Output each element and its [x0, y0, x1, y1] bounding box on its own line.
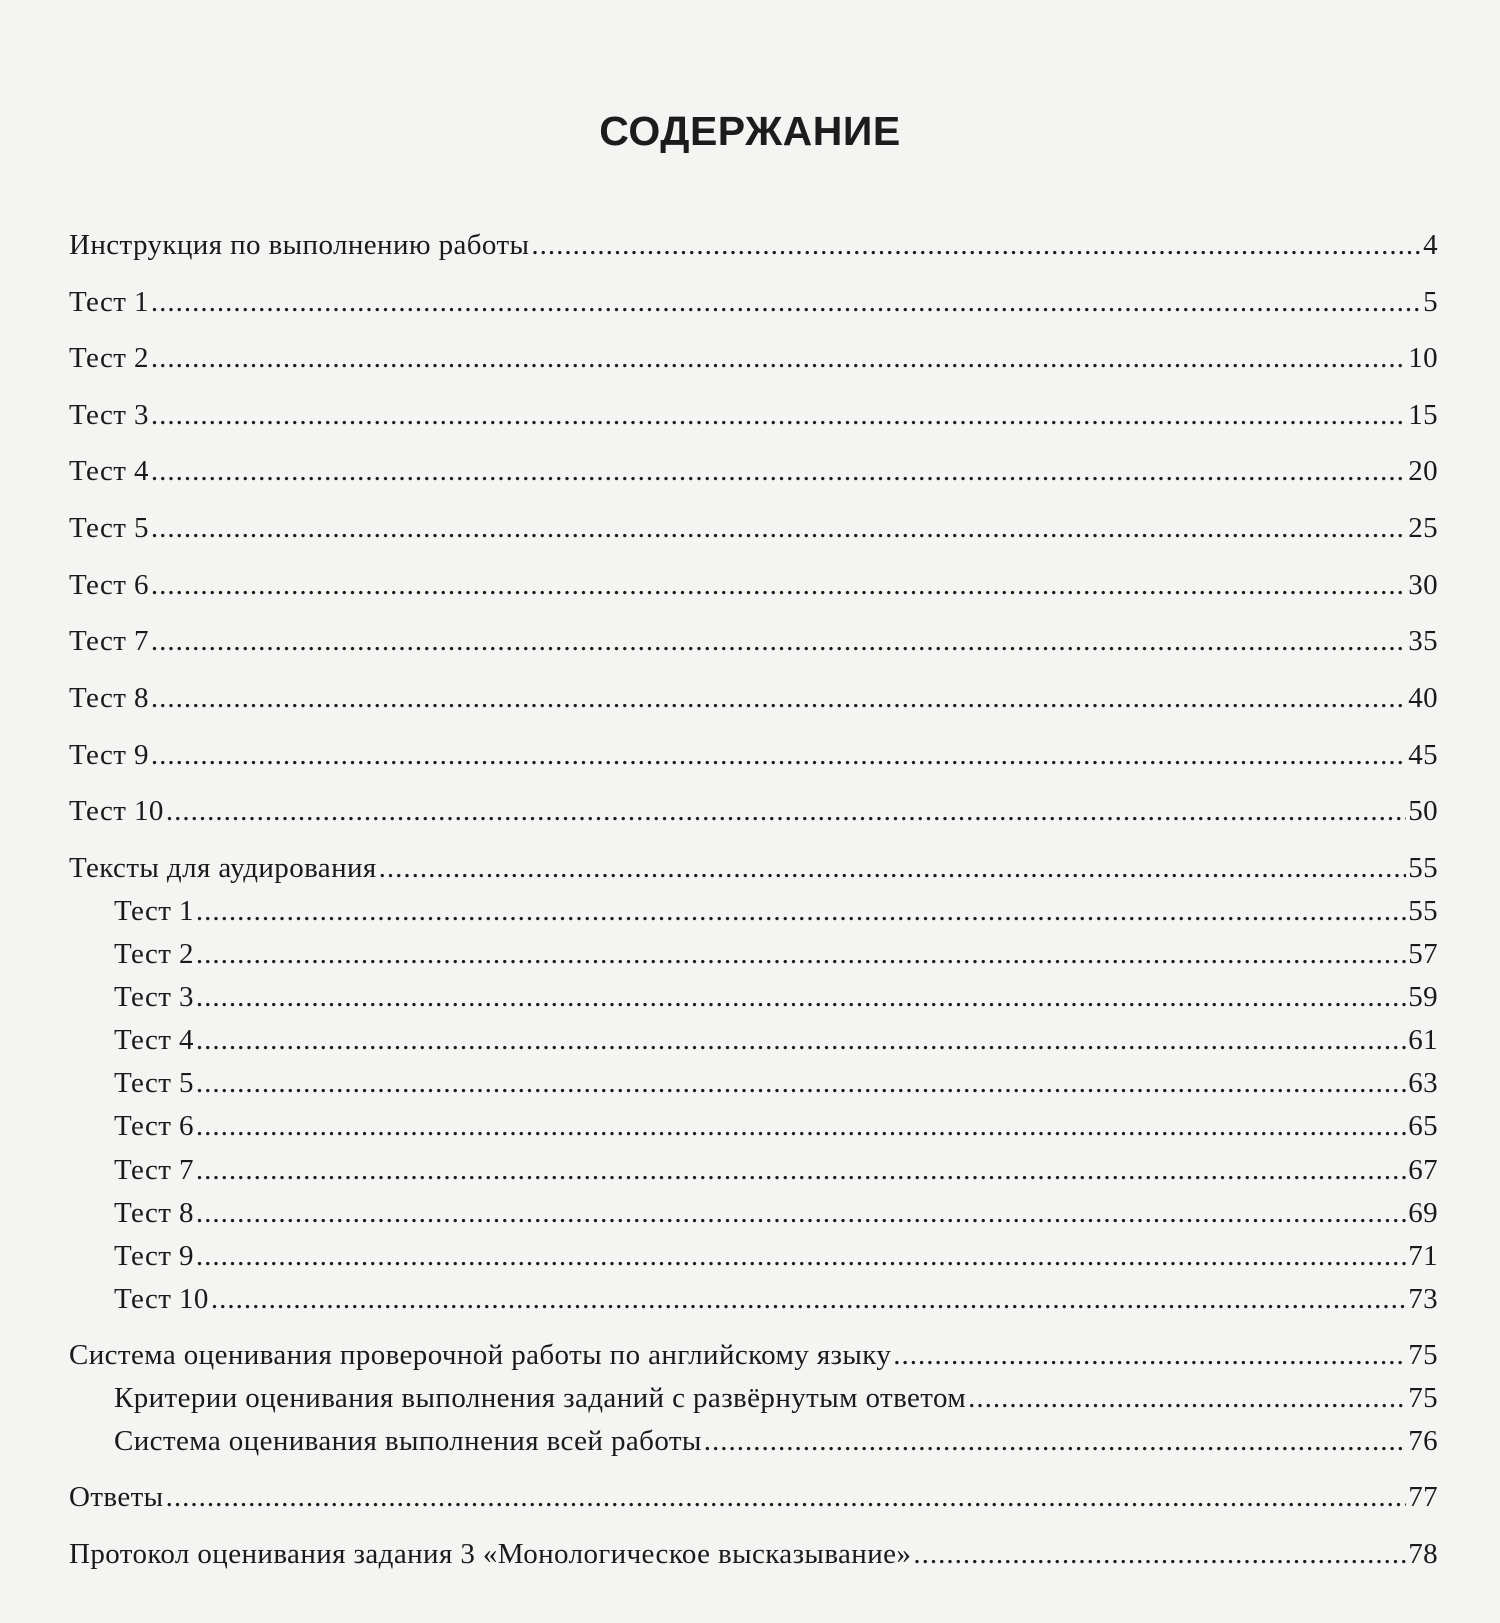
- toc-entry: [0, 1020, 1500, 1060]
- toc-entry: [0, 934, 1500, 974]
- toc-entry-label: Тест 1: [69, 286, 149, 318]
- toc-entry: [0, 1106, 1500, 1146]
- toc-entry: [0, 1236, 1500, 1276]
- toc-entry-label: Тест 1: [114, 895, 194, 927]
- toc-entry-page-number: 4: [1423, 229, 1438, 261]
- toc-entry-page-number: 55: [1408, 852, 1438, 884]
- toc-entry-label: Ответы: [69, 1481, 164, 1513]
- toc-leader-dots: [196, 1063, 1406, 1103]
- toc-entry-page-number: 61: [1408, 1024, 1438, 1056]
- toc-entry-page-number: 75: [1408, 1339, 1438, 1371]
- toc-leader-dots: [968, 1378, 1406, 1418]
- toc-leader-dots: [893, 1335, 1406, 1375]
- toc-leader-dots: [196, 891, 1406, 931]
- toc-entry-page-number: 10: [1408, 342, 1438, 374]
- toc-leader-dots: [196, 1106, 1406, 1146]
- toc-leader-dots: [151, 395, 1406, 435]
- toc-entry-label: Система оценивания проверочной работы по английскому языку: [69, 1339, 892, 1371]
- toc-entry: [0, 1150, 1500, 1190]
- toc-entry: [0, 565, 1500, 605]
- toc-entry-page-number: 50: [1408, 795, 1438, 827]
- toc-leader-dots: [166, 1477, 1407, 1517]
- toc-entry-label: Тексты для аудирования: [69, 852, 377, 884]
- toc-entry-page-number: 15: [1408, 399, 1438, 431]
- toc-entry-page-number: 55: [1408, 895, 1438, 927]
- toc-entry-label: Тест 2: [114, 938, 194, 970]
- toc-entry: [0, 395, 1500, 435]
- toc-leader-dots: [151, 678, 1406, 718]
- toc-entry-label: Тест 8: [114, 1197, 194, 1229]
- toc-leader-dots: [704, 1421, 1406, 1461]
- toc-leader-dots: [913, 1534, 1406, 1574]
- toc-leader-dots: [151, 338, 1406, 378]
- toc-entry-label: Тест 6: [114, 1110, 194, 1142]
- toc-entry-label: Тест 7: [69, 625, 149, 657]
- toc-entry-page-number: 40: [1408, 682, 1438, 714]
- toc-leader-dots: [196, 1150, 1406, 1190]
- toc-entry: [0, 1063, 1500, 1103]
- toc-entry-page-number: 67: [1408, 1154, 1438, 1186]
- toc-leader-dots: [166, 791, 1406, 831]
- toc-entry-page-number: 5: [1423, 286, 1438, 318]
- toc-leader-dots: [196, 1193, 1406, 1233]
- toc-entry: [0, 451, 1500, 491]
- toc-leader-dots: [151, 565, 1406, 605]
- toc-entry-label: Тест 5: [69, 512, 149, 544]
- toc-entry-label: Тест 5: [114, 1067, 194, 1099]
- toc-entry: [0, 1534, 1500, 1574]
- toc-entry-label: Тест 4: [114, 1024, 194, 1056]
- toc-entry: [0, 508, 1500, 548]
- toc-entry-page-number: 63: [1408, 1067, 1438, 1099]
- toc-leader-dots: [531, 225, 1421, 265]
- toc-entry: [0, 977, 1500, 1017]
- toc-entry-label: Тест 2: [69, 342, 149, 374]
- toc-entry: [0, 848, 1500, 888]
- toc-leader-dots: [196, 934, 1406, 974]
- toc-entry: [0, 1477, 1500, 1517]
- toc-entry-page-number: 30: [1408, 569, 1438, 601]
- toc-entry-page-number: 25: [1408, 512, 1438, 544]
- toc-entry-label: Критерии оценивания выполнения заданий с развёрнутым ответом: [114, 1382, 967, 1414]
- toc-entry-page-number: 69: [1408, 1197, 1438, 1229]
- toc-entry: [0, 338, 1500, 378]
- toc-entry: [0, 1421, 1500, 1461]
- toc-entry-label: Система оценивания выполнения всей работы: [114, 1425, 702, 1457]
- toc-leader-dots: [151, 621, 1406, 661]
- toc-entry: [0, 225, 1500, 265]
- toc-entry-label: Тест 3: [114, 981, 194, 1013]
- toc-entry: [0, 1279, 1500, 1319]
- toc-leader-dots: [196, 977, 1406, 1017]
- toc-leader-dots: [151, 282, 1421, 322]
- toc-entry-page-number: 35: [1408, 625, 1438, 657]
- toc-entry-label: Тест 9: [114, 1240, 194, 1272]
- toc-entry-page-number: 45: [1408, 739, 1438, 771]
- toc-entry-page-number: 57: [1408, 938, 1438, 970]
- toc-entry: [0, 621, 1500, 661]
- toc-leader-dots: [379, 848, 1407, 888]
- toc-entry-page-number: 73: [1408, 1283, 1438, 1315]
- toc-entry-label: Тест 3: [69, 399, 149, 431]
- toc-entry-label: Инструкция по выполнению работы: [69, 229, 530, 261]
- toc-entry: [0, 735, 1500, 775]
- toc-leader-dots: [151, 735, 1406, 775]
- toc-entry-page-number: 71: [1408, 1240, 1438, 1272]
- toc-entry-page-number: 59: [1408, 981, 1438, 1013]
- toc-entry: [0, 891, 1500, 931]
- toc-leader-dots: [151, 451, 1406, 491]
- toc-leader-dots: [211, 1279, 1406, 1319]
- toc-entry-page-number: 65: [1408, 1110, 1438, 1142]
- toc-entry-label: Тест 4: [69, 455, 149, 487]
- toc-entry: [0, 282, 1500, 322]
- toc-entry-page-number: 76: [1408, 1425, 1438, 1457]
- toc-entry-label: Тест 7: [114, 1154, 194, 1186]
- toc-entry: [0, 1378, 1500, 1418]
- toc-entry-label: Тест 10: [114, 1283, 209, 1315]
- toc-entry: [0, 791, 1500, 831]
- toc-entry-label: Тест 10: [69, 795, 164, 827]
- toc-entry-label: Тест 6: [69, 569, 149, 601]
- page-title: СОДЕРЖАНИЕ: [599, 108, 901, 154]
- toc-entry-label: Тест 8: [69, 682, 149, 714]
- toc-leader-dots: [196, 1020, 1406, 1060]
- toc-entry-page-number: 75: [1408, 1382, 1438, 1414]
- toc-entry-label: Тест 9: [69, 739, 149, 771]
- toc-entry-label: Протокол оценивания задания 3 «Монологическое высказывание»: [69, 1538, 912, 1570]
- toc-entry: [0, 678, 1500, 718]
- toc-entry-page-number: 77: [1408, 1481, 1438, 1513]
- toc-entry-page-number: 20: [1408, 455, 1438, 487]
- toc-leader-dots: [151, 508, 1406, 548]
- toc-entry-page-number: 78: [1408, 1538, 1438, 1570]
- toc-entry: [0, 1335, 1500, 1375]
- toc-leader-dots: [196, 1236, 1406, 1276]
- toc-entry: [0, 1193, 1500, 1233]
